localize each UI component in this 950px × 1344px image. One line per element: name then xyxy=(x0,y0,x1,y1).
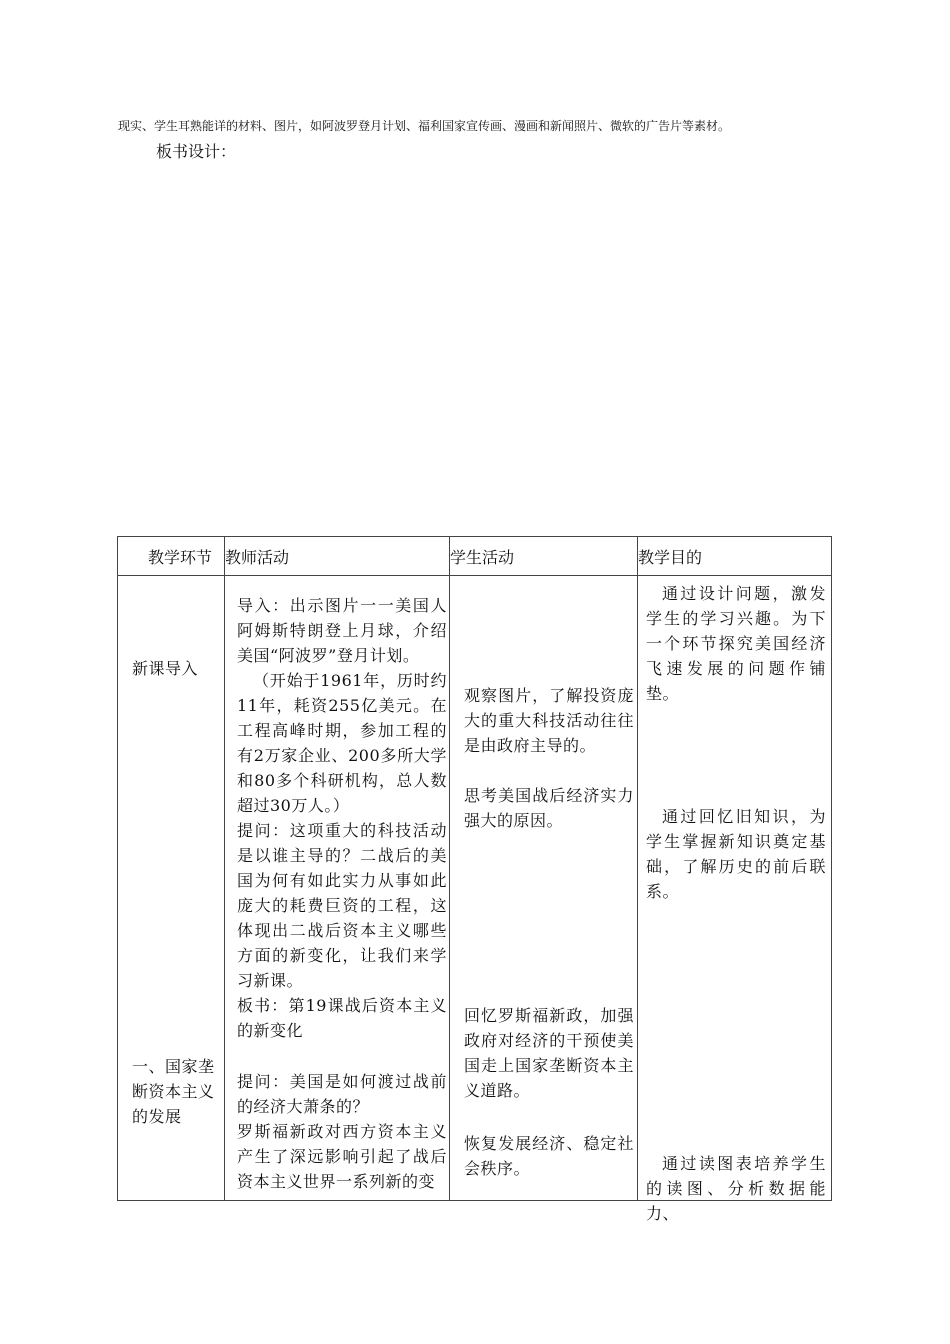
teacher-apollo-facts: （开始于1961年，历时约11年，耗资255亿美元。在工程高峰时期，参加工程的有2万家企业、200多所大学和80多个科研机构，总人数超过30万人。） xyxy=(237,671,447,815)
goal-chart-reading-text: 通过读图表培养学生的读图、分析数据能力、 xyxy=(646,1154,826,1223)
table-header-row xyxy=(118,537,832,576)
teacher-board-title: 板书：第19课战后资本主义的新变化 xyxy=(237,996,447,1040)
header-stage: 教学环节 xyxy=(118,537,225,576)
student-recall-text: 回忆罗斯福新政，加强政府对经济的干预使美国走上国家垄断资本主义道路。 xyxy=(464,1006,634,1100)
header-student-activity: 学生活动 xyxy=(450,537,638,576)
student-activity-cell xyxy=(450,576,638,1201)
teacher-question-depression: 提问：美国是如何渡过战前的经济大萧条的？ xyxy=(237,1072,447,1116)
teacher-intro-text: 导入：出示图片一一美国人阿姆斯特朗登上月球，介绍美国“阿波罗”登月计划。 xyxy=(237,596,447,665)
header-teacher-activity: 教师活动 xyxy=(225,537,450,576)
goal-recall-text: 通过回忆旧知识，为学生掌握新知识奠定基础，了解历史的前后联系。 xyxy=(646,807,826,901)
stage-new-lesson-intro: 新课导入 xyxy=(132,659,199,678)
stage-cell xyxy=(118,576,225,1201)
intro-paragraph: 现实、学生耳熟能详的材料、图片，如阿波罗登月计划、福利国家宣传画、漫画和新闻照片、微软的广告片等素材。 xyxy=(118,119,731,133)
table-row xyxy=(118,576,832,1201)
teacher-new-deal-text: 罗斯福新政对西方资本主义产生了深远影响引起了战后资本主义世界一系列新的变 xyxy=(237,1122,447,1191)
board-design-label: 板书设计： xyxy=(156,142,237,161)
lesson-plan-table xyxy=(117,536,832,1223)
student-recover-text: 恢复发展经济、稳定社会秩序。 xyxy=(464,1134,634,1178)
goal-interest-text: 通过设计问题，激发学生的学习兴趣。为下一个环节探究美国经济飞速发展的问题作铺垫。 xyxy=(646,584,826,703)
student-observe-text: 观察图片，了解投资庞大的重大科技活动往往是由政府主导的。 xyxy=(464,686,634,755)
student-think-text: 思考美国战后经济实力强大的原因。 xyxy=(464,786,634,830)
teaching-goal-cell xyxy=(638,576,832,1223)
stage-state-monopoly-capitalism: 一、国家垄断资本主义的发展 xyxy=(132,1057,215,1126)
teacher-activity-cell xyxy=(225,576,450,1201)
teacher-question-text: 提问：这项重大的科技活动是以谁主导的？二战后的美国为何有如此实力从事如此庞大的耗费巨资的工程，这体现出二战后资本主义哪些方面的新变化，让我们来学习新课。 xyxy=(237,821,447,990)
header-teaching-goal: 教学目的 xyxy=(638,537,832,576)
